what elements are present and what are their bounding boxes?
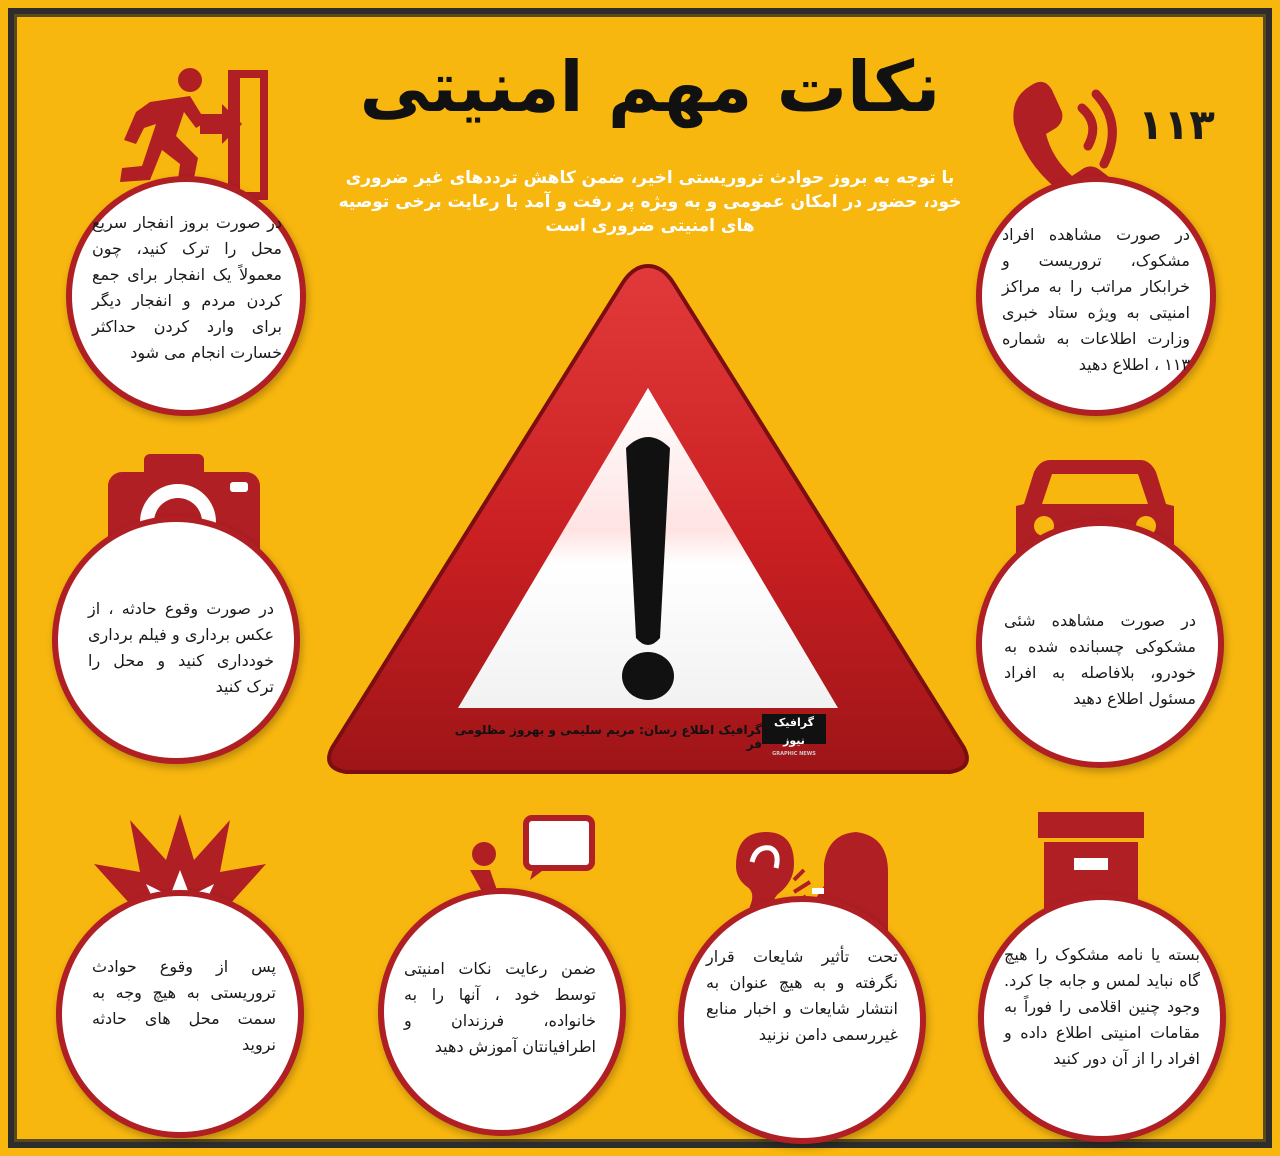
- brand-logo-name: گرافیک نیوز: [774, 716, 814, 747]
- page-title: نکات مهم امنیتی: [359, 46, 941, 128]
- tip-text-1: در صورت بروز انفجار سریع محل را ترک کنید، چون معمولاً یک انفجار برای جمع کردن مردم و انفجار دیگر برای وارد کردن حداکثر خسارت انجام می شود: [92, 213, 282, 362]
- tip-text-2: در صورت مشاهده افراد مشکوک، تروریست و خرابکار مراتب را به مراکز امنیتی به ویژه ستاد خبری وزارت اطلاعات به شماره ۱۱۳ ، اطلاع دهید: [1002, 225, 1190, 374]
- phone-number: ۱۱۳: [1138, 100, 1215, 149]
- warning-triangle-icon: [318, 248, 978, 788]
- tip-text-3: در صورت وقوع حادثه ، از عکس برداری و فیلم برداری خودداری کنید و محل را ترک کنید: [88, 599, 274, 696]
- tip-text-4: در صورت مشاهده شئی مشکوکی چسبانده شده به خودرو، بلافاصله به افراد مسئول اطلاع دهید: [1004, 611, 1196, 708]
- tip-text-7: تحت تأثیر شایعات قرار نگرفته و به هیچ عنوان به انتشار شایعات و اخبار منابع غیررسمی دامن نزنید: [706, 947, 898, 1044]
- intro-text: با توجه به بروز حوادث تروریستی اخیر، ضمن کاهش ترددهای غیر ضروری خود، حضور در امکان عمومی و به ویژه پر رفت و آمد با رعایت برخی توصیه های امنیتی ضروری است: [338, 168, 962, 236]
- brand-logo-sub: GRAPHIC NEWS: [772, 751, 816, 757]
- credit-text: گرافیک اطلاع رسان: مریم سلیمی و بهروز مظلومی فر: [454, 723, 762, 751]
- tip-text-5: پس از وقوع حوادث تروریستی به هیچ وجه به سمت محل های حادثه نروید: [92, 957, 276, 1054]
- tip-text-8: بسته یا نامه مشکوک را هیچ گاه نباید لمس و جابه جا کرد. وجود چنین اقلامی را فوراً به مقامات امنیتی اطلاع داده و افراد را از آن دور کنید: [1004, 945, 1200, 1068]
- brand-logo: [762, 714, 826, 757]
- tip-text-6: ضمن رعایت نکات امنیتی توسط خود ، آنها را به خانواده، فرزندان و اطرافیانتان آموزش دهید: [404, 959, 596, 1056]
